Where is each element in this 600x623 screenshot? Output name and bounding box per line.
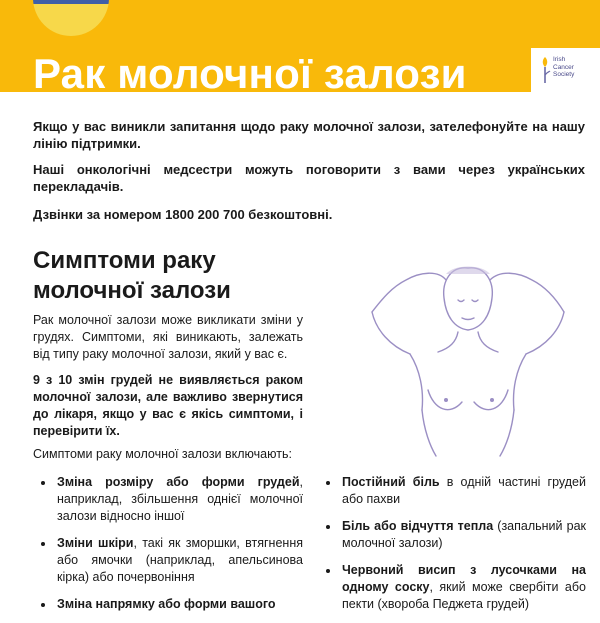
bullet-icon [41, 603, 45, 607]
important-paragraph: 9 з 10 змін грудей не виявляється раком молочної залози, але важливо звернутися до лікаря, якщо у вас є якісь симптоми, і перевірити їх. [33, 373, 303, 438]
item-text: , наприклад, збільшення однієї молочної залози відносно іншої [57, 475, 303, 523]
bullet-icon [326, 569, 330, 573]
bullet-icon [41, 481, 45, 485]
symptoms-list-right [318, 474, 586, 623]
intro-free-calls: Дзвінки за номером 1800 200 700 безкоштовні. [33, 207, 333, 222]
item-bold: Зміни шкіри [57, 536, 134, 550]
bullet-icon [326, 481, 330, 485]
intro-support-line: Якщо у вас виникли запитання щодо раку молочної залози, зателефонуйте на нашу лінію підтримки. [33, 119, 585, 151]
item-bold: Червоний висип з лусочками на одному соску [342, 563, 586, 594]
list-item [33, 535, 303, 586]
woman-illustration [350, 250, 590, 460]
item-bold: Біль або відчуття тепла [342, 519, 494, 533]
symptoms-list-left [33, 474, 303, 623]
logo-line: Cancer [553, 63, 574, 71]
list-item [33, 474, 303, 525]
page-title: Рак молочної залози [33, 50, 467, 92]
list-intro: Симптоми раку молочної залози включають: [33, 447, 292, 461]
list-item [318, 562, 586, 613]
bullet-icon [326, 525, 330, 529]
item-text: , такі як зморшки, втягнення або ямочки (наприклад, апельсинова кірка) або почервоніння [57, 536, 303, 584]
item-text: , який може свербіти або пекти (хвороба Педжета грудей) [342, 580, 586, 611]
list-item [318, 474, 586, 508]
logo-line: Society [553, 71, 575, 78]
header-banner [0, 0, 600, 92]
logo-line: Irish [553, 56, 566, 63]
bullet-icon [41, 542, 45, 546]
section-heading: Симптоми раку молочної залози [33, 247, 231, 304]
list-item [318, 518, 586, 552]
item-bold: Постійний біль [342, 475, 440, 489]
daffodil-icon [539, 55, 551, 85]
symptoms-paragraph: Рак молочної залози може викликати зміни у грудях. Симптоми, які виникають, залежать від типу раку молочної залози, який у вас є. [33, 313, 303, 361]
item-bold: Зміна напрямку або форми вашого [57, 597, 276, 611]
item-text: (запальний рак молочної залози) [342, 519, 586, 550]
item-text: в одній частині грудей або пахви [342, 475, 586, 506]
item-bold: Зміна розміру або форми грудей [57, 475, 300, 489]
ukraine-flag-icon [33, 0, 109, 36]
list-item [33, 596, 303, 613]
intro-nurses: Наші онкологічні медсестри можуть поговорити з вами через українських перекладачів. [33, 162, 585, 194]
irish-cancer-society-logo [531, 48, 600, 92]
